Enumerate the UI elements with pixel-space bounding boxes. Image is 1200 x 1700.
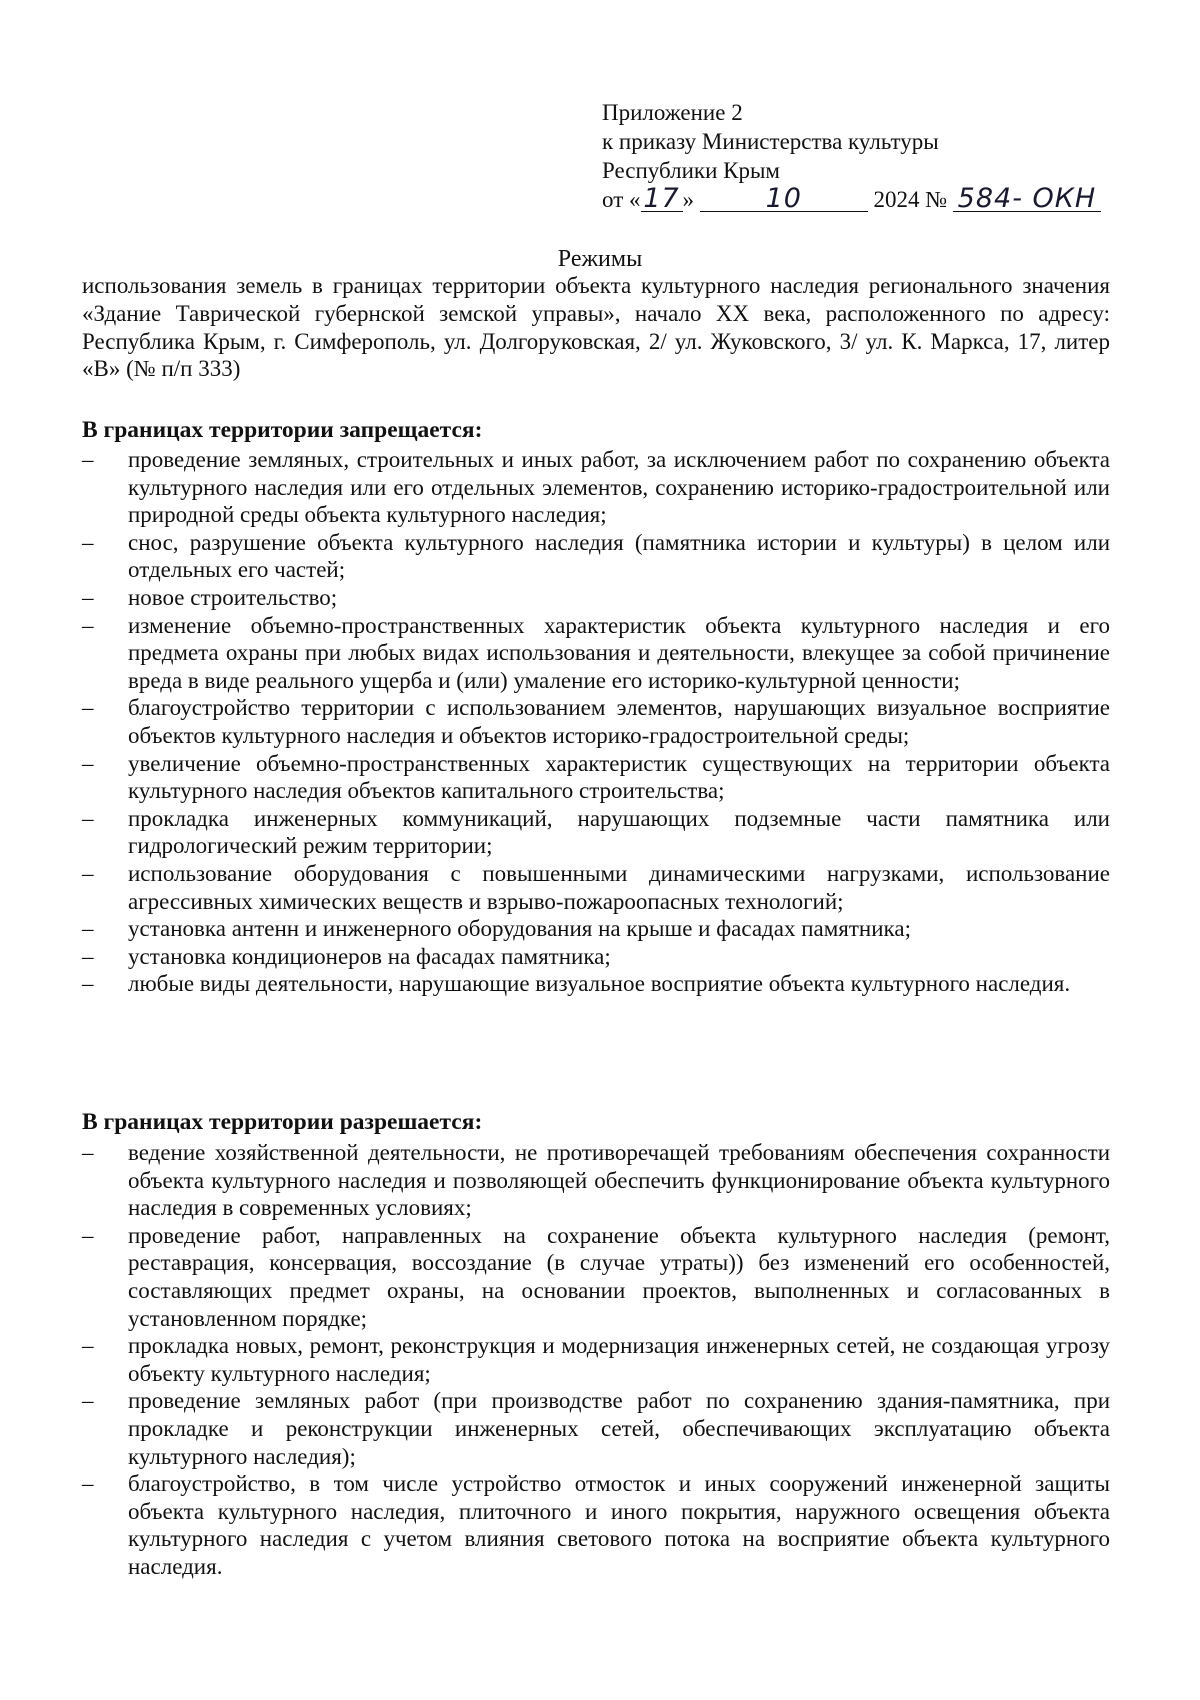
list-item-text: проведение земляных, строительных и иных работ, за исключением работ по сохранению объекта культурного наследия или его отдельных элементов, сохранению историко-градостроительной или природной среды объекта культурного наследия; xyxy=(128,447,1110,528)
list-item xyxy=(82,694,1110,749)
date-close-quote: » xyxy=(682,187,694,212)
year-and-number-label: 2024 № xyxy=(873,187,948,212)
list-item xyxy=(82,1139,1110,1222)
list-dash-marker: – xyxy=(82,584,94,610)
list-dash-marker: – xyxy=(82,612,94,638)
list-item xyxy=(82,970,1110,998)
list-dash-marker: – xyxy=(82,805,94,831)
list-dash-marker: – xyxy=(82,447,94,472)
document-subtitle: использования земель в границах территории объекта культурного наследия регионального значения «Здание Таврической губернской земской управы», начало XX века, расположенного по адресу: Республика Крым, г. Симферополь, ул. Долгоруковская, 2/ ул. Жуковского, 3/ ул. К. Маркса, 17, литер «В» (№ п/п 333) xyxy=(82,273,1110,382)
prohibited-list xyxy=(82,446,1110,998)
list-item xyxy=(82,612,1110,695)
list-item xyxy=(82,1470,1110,1580)
list-item-text: проведение земляных работ (при производстве работ по сохранению здания-памятника, при прокладке и реконструкции инженерных сетей, обеспечивающих эксплуатацию объекта культурного наследия); xyxy=(128,1388,1110,1469)
list-item-text: прокладка инженерных коммуникаций, нарушающих подземные части памятника или гидрологический режим территории; xyxy=(128,805,1110,859)
list-item-text: установка антенн и инженерного оборудования на крыше и фасадах памятника; xyxy=(128,916,911,942)
list-dash-marker: – xyxy=(82,943,94,969)
handwritten-month: 10 xyxy=(700,187,868,212)
allowed-list xyxy=(82,1139,1110,1581)
list-item xyxy=(82,584,1110,612)
list-item xyxy=(82,1332,1110,1387)
list-dash-marker: – xyxy=(82,750,94,776)
list-dash-marker: – xyxy=(82,1140,94,1165)
list-item-text: изменение объемно-пространственных характеристик объекта культурного наследия и его предмета охраны при любых видах использования и деятельности, влекущее за собой причинение вреда в виде реального ущерба и (или) умаление его историко-культурной ценности; xyxy=(128,612,1110,693)
list-item-text: благоустройство территории с использованием элементов, нарушающих визуальное восприятие объектов культурного наследия и объектов историко-градостроительной среды; xyxy=(128,695,1110,748)
list-item xyxy=(82,915,1110,943)
prohibited-heading: В границах территории запрещается: xyxy=(82,417,483,443)
list-item-text: любые виды деятельности, нарушающие визуальное восприятие объекта культурного наследия. xyxy=(128,971,1071,997)
list-dash-marker: – xyxy=(82,1333,94,1359)
list-dash-marker: – xyxy=(82,971,94,997)
appendix-order-ref: к приказу Министерства культуры xyxy=(602,129,939,154)
list-item-text: установка кондиционеров на фасадах памятника; xyxy=(128,943,611,969)
list-item-text: проведение работ, направленных на сохранение объекта культурного наследия (ремонт, реставрация, консервация, воссоздание (в случае утраты)) без изменений его особенностей, составляющих предмет охраны, на основании проектов, выполненных и согласованных в установленном порядке; xyxy=(128,1222,1110,1331)
list-dash-marker: – xyxy=(82,1388,94,1414)
appendix-date-line xyxy=(602,185,1122,214)
list-item xyxy=(82,750,1110,805)
list-dash-marker: – xyxy=(82,916,94,942)
list-item xyxy=(82,943,1110,971)
appendix-label: Приложение 2 xyxy=(602,100,743,125)
handwritten-day: 17 xyxy=(641,187,683,212)
list-item xyxy=(82,446,1110,529)
list-item-text: благоустройство, в том числе устройство отмосток и иных сооружений инженерной защиты объекта культурного наследия, плиточного и иного покрытия, наружного освещения объекта культурного наследия с учетом влияния светового потока на восприятие объекта культурного наследия. xyxy=(128,1471,1110,1579)
list-dash-marker: – xyxy=(82,1222,94,1248)
list-item xyxy=(82,1387,1110,1470)
list-item xyxy=(82,529,1110,584)
list-dash-marker: – xyxy=(82,695,94,721)
list-item-text: использование оборудования с повышенными динамическими нагрузками, использование агрессивных химических веществ и взрыво-пожароопасных технологий; xyxy=(128,860,1110,914)
list-dash-marker: – xyxy=(82,1471,94,1497)
handwritten-order-number: 584- ОКН xyxy=(953,187,1101,212)
allowed-heading: В границах территории разрешается: xyxy=(82,1109,483,1135)
list-item-text: прокладка новых, ремонт, реконструкция и модернизация инженерных сетей, не создающая угрозу объекту культурного наследия; xyxy=(128,1333,1110,1386)
appendix-ministry: Республики Крым xyxy=(602,158,780,183)
list-item-text: увеличение объемно-пространственных характеристик существующих на территории объекта культурного наследия объектов капитального строительства; xyxy=(128,750,1110,804)
list-item xyxy=(82,860,1110,915)
document-title: Режимы xyxy=(557,246,643,272)
appendix-header xyxy=(602,98,1122,214)
list-dash-marker: – xyxy=(82,860,94,886)
date-prefix: от « xyxy=(602,187,641,212)
list-item-text: новое строительство; xyxy=(128,584,338,610)
list-item-text: ведение хозяйственной деятельности, не противоречащей требованиям обеспечения сохранности объекта культурного наследия и позволяющей обеспечить функционирование объекта культурного наследия в современных условиях; xyxy=(128,1140,1110,1221)
list-item xyxy=(82,1222,1110,1332)
list-item xyxy=(82,805,1110,860)
list-item-text: снос, разрушение объекта культурного наследия (памятника истории и культуры) в целом или отдельных его частей; xyxy=(128,529,1110,583)
list-dash-marker: – xyxy=(82,529,94,555)
